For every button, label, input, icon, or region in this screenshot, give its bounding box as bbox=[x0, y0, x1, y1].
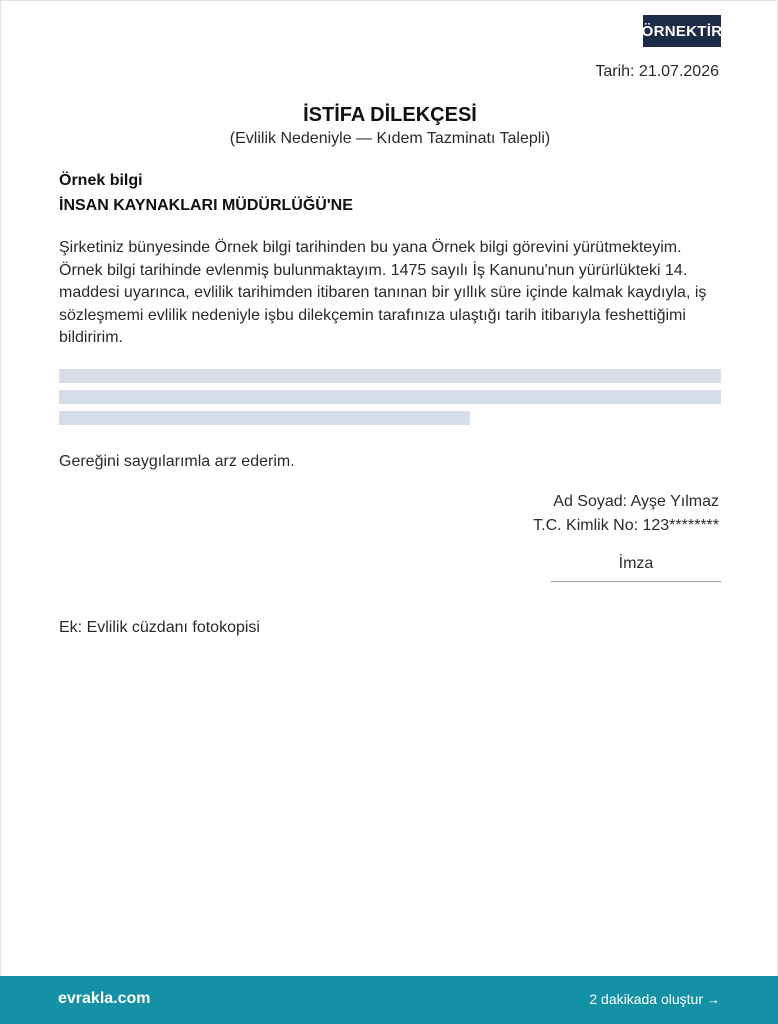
arrow-right-icon: → bbox=[707, 991, 720, 1007]
signature-rule bbox=[551, 581, 721, 582]
closing-text: Gereğini saygılarımla arz ederim. bbox=[59, 453, 295, 470]
body-paragraph: Şirketiniz bünyesinde Örnek bilgi tarihinden bu yana Örnek bilgi görevini yürütmekteyim. Örnek bilgi tarihinde evlenmiş bulunmaktayım. 1475 sayılı İş Kanunu'nun yürürlükteki 14. maddesi uyarınca, evlilik tarihimden itibaren tanınan bir yıllık süre içinde kalmak kaydıyla, iş sözleşmemi evlilik nedeniyle işbu dilekçemin tarafınıza ulaştığı tarih itibarıyla feshettiğimi bildiririm. bbox=[59, 239, 707, 346]
sample-badge: ÖRNEKTİR bbox=[643, 15, 721, 47]
addressee-name: Örnek bilgi bbox=[59, 172, 143, 189]
redacted-line bbox=[59, 411, 470, 425]
signature-name: Ad Soyad: Ayşe Yılmaz bbox=[553, 493, 719, 510]
attachment-note: Ek: Evlilik cüzdanı fotokopisi bbox=[59, 619, 260, 636]
document-date: Tarih: 21.07.2026 bbox=[595, 63, 719, 80]
addressee-department: İNSAN KAYNAKLARI MÜDÜRLÜĞÜ'NE bbox=[59, 197, 353, 214]
footer-bar bbox=[0, 976, 778, 1024]
document-title: İSTİFA DİLEKÇESİ bbox=[303, 104, 477, 126]
footer-brand-link[interactable]: evrakla.com bbox=[58, 990, 151, 1007]
redacted-line bbox=[59, 390, 721, 404]
signature-id: T.C. Kimlik No: 123******** bbox=[533, 517, 719, 534]
redacted-line bbox=[59, 369, 721, 383]
create-cta-link[interactable] bbox=[589, 991, 720, 1007]
signature-label: İmza bbox=[618, 555, 654, 572]
create-cta-label: 2 dakikada oluştur bbox=[589, 991, 703, 1007]
document-subtitle: (Evlilik Nedeniyle — Kıdem Tazminatı Talepli) bbox=[229, 130, 551, 147]
